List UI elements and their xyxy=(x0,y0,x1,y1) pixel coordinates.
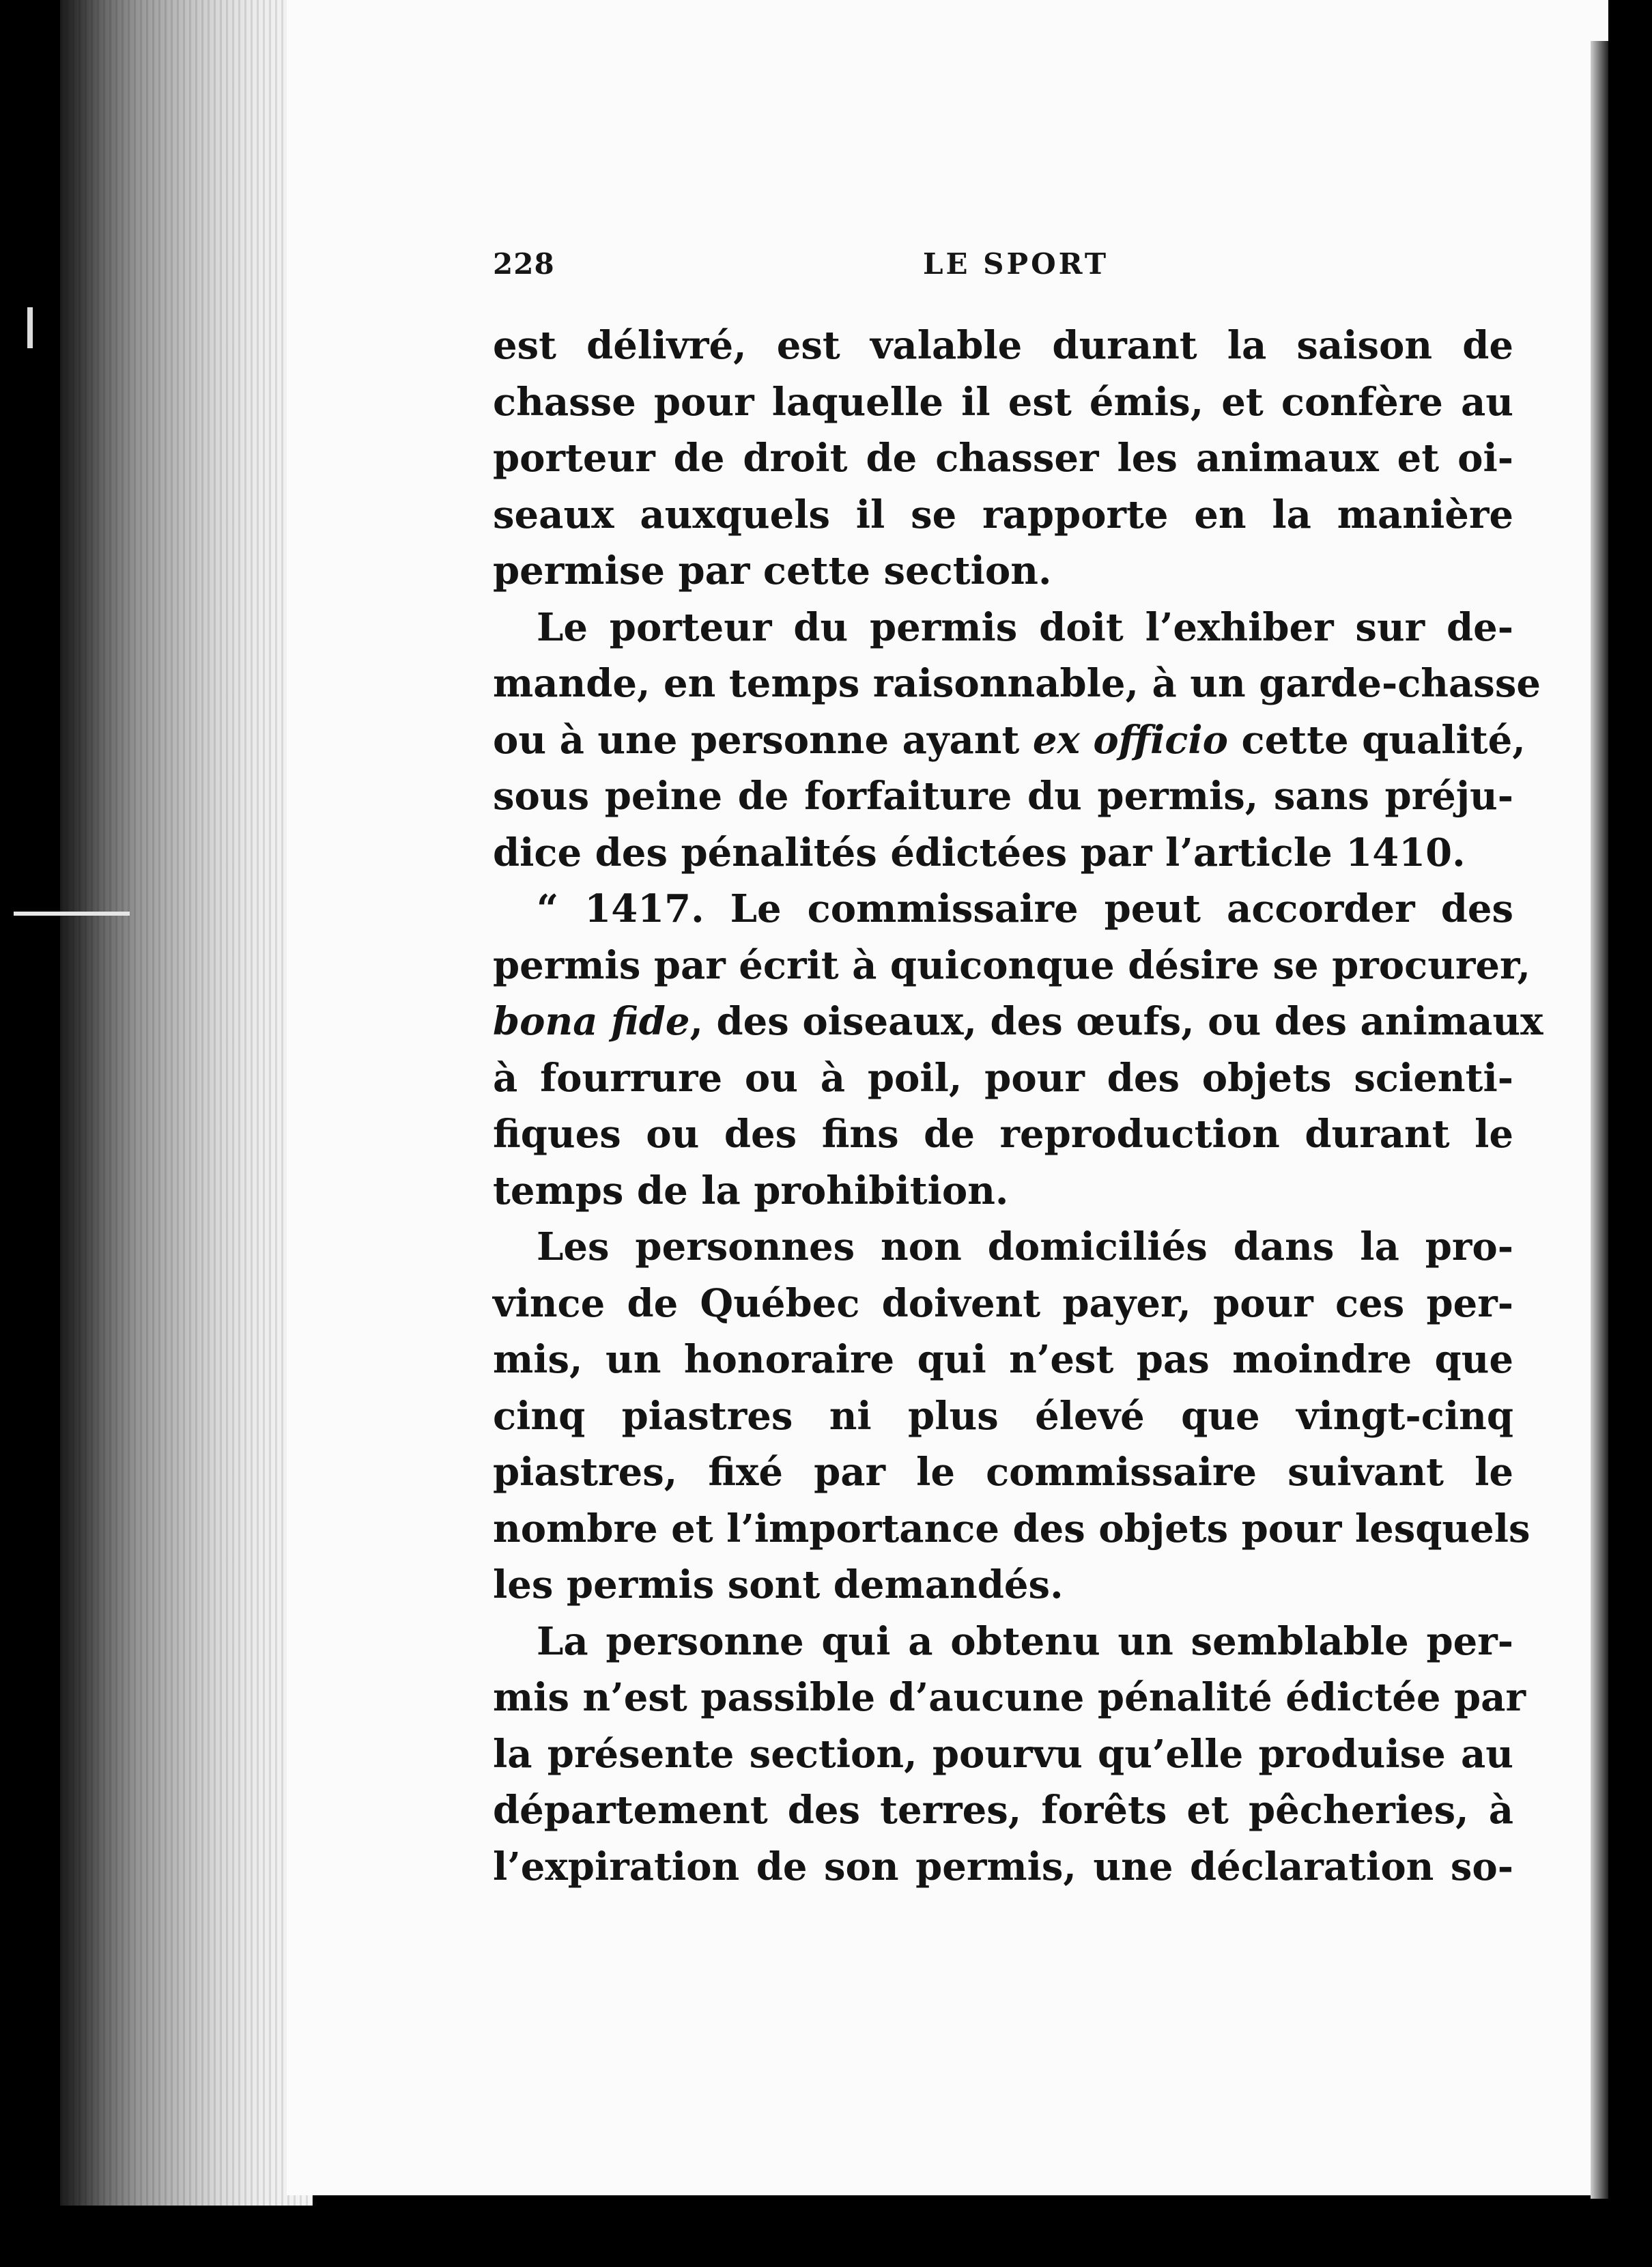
text-line: vince de Québec doivent payer, pour ces per- xyxy=(493,1280,1513,1326)
text-line: mande, en temps raisonnable, à un garde-chasse xyxy=(493,661,1541,706)
text-line: mis n’est passible d’aucune pénalité édictée par xyxy=(493,1675,1526,1720)
text-line: la présente section, pourvu qu’elle produise au xyxy=(493,1731,1513,1777)
page-shadow xyxy=(1591,41,1608,2199)
margin-mark xyxy=(27,307,33,348)
text-line: fiques ou des fins de reproduction durant le xyxy=(493,1112,1513,1157)
page-edges xyxy=(60,0,313,2206)
text-line: Les personnes non domiciliés dans la pro- xyxy=(537,1224,1513,1269)
text-fragment: cette qualité, xyxy=(1228,717,1526,763)
text-line: les permis sont demandés. xyxy=(493,1562,1064,1607)
text-fragment: , des oiseaux, des œufs, ou des animaux xyxy=(689,999,1543,1044)
italic-phrase: ex officio xyxy=(1032,717,1228,763)
text-line: dice des pénalités édictées par l’article 1410. xyxy=(493,830,1466,875)
text-line: permis par écrit à quiconque désire se procurer, xyxy=(493,942,1530,988)
text-line: département des terres, forêts et pêcheries, à xyxy=(493,1788,1513,1833)
running-head xyxy=(493,247,1517,288)
text-line: seaux auxquels il se rapporte en la manière xyxy=(493,492,1513,537)
text-line: cinq piastres ni plus élevé que vingt-cinq xyxy=(493,1393,1513,1439)
text-line: porteur de droit de chasser les animaux et oi- xyxy=(493,436,1513,481)
margin-mark xyxy=(14,912,130,916)
text-line: La personne qui a obtenu un semblable per- xyxy=(537,1618,1513,1664)
body-text xyxy=(493,318,1543,1895)
italic-phrase: bona fide xyxy=(493,999,690,1044)
text-line: “ 1417. Le commissaire peut accorder des xyxy=(537,886,1513,931)
text-line: à fourrure ou à poil, pour des objets scienti- xyxy=(493,1055,1513,1101)
text-line xyxy=(493,712,1526,769)
text-line: piastres, fixé par le commissaire suivant le xyxy=(493,1450,1513,1495)
text-fragment: ou à une personne ayant xyxy=(493,717,1033,763)
page-number: 228 xyxy=(493,247,555,281)
text-line: temps de la prohibition. xyxy=(493,1168,1009,1213)
text-line: Le porteur du permis doit l’exhiber sur de- xyxy=(537,604,1513,650)
running-title: LE SPORT xyxy=(923,247,1109,281)
text-line: est délivré, est valable durant la saison de xyxy=(493,323,1513,368)
text-line: permise par cette section. xyxy=(493,548,1052,593)
text-line: nombre et l’importance des objets pour lesquels xyxy=(493,1506,1530,1551)
text-line: mis, un honoraire qui n’est pas moindre que xyxy=(493,1337,1513,1382)
text-line: l’expiration de son permis, une déclaration so- xyxy=(493,1844,1513,1889)
text-line: sous peine de forfaiture du permis, sans préju- xyxy=(493,774,1513,819)
text-line: chasse pour laquelle il est émis, et confère au xyxy=(493,379,1513,425)
text-line xyxy=(493,994,1543,1050)
